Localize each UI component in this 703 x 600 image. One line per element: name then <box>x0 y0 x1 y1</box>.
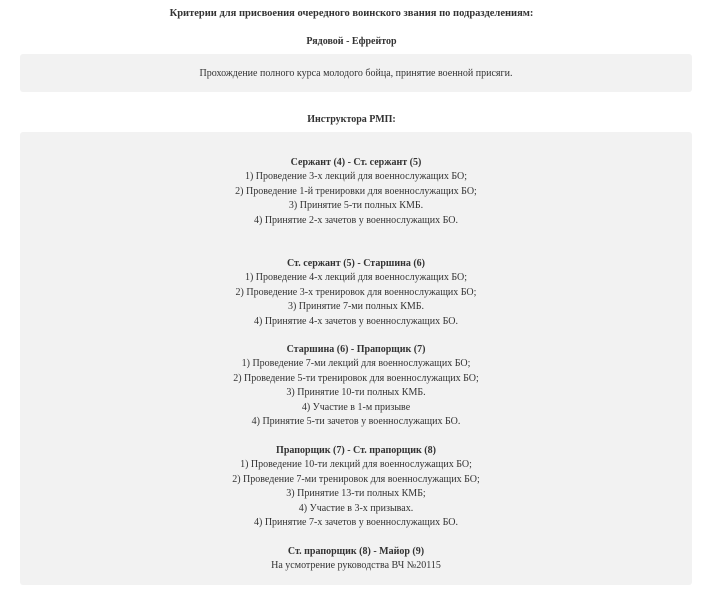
page-title: Критерии для присвоения очередного воинского звания по подразделениям: <box>169 8 534 19</box>
requirement-line: На усмотрение руководства ВЧ №20115 <box>271 560 441 572</box>
requirement-line: 3) Принятие 10-ти полных КМБ. <box>286 387 426 399</box>
rank-section-title: Старшина (6) - Прапорщик (7) <box>286 344 426 355</box>
requirement-line: 3) Принятие 7-ми полных КМБ. <box>287 301 425 313</box>
requirement-line: 3) Принятие 5-ти полных КМБ. <box>288 200 424 212</box>
first-rank-box <box>20 54 692 92</box>
rank-section <box>20 257 692 329</box>
requirement-line: 2) Проведение 5-ти тренировок для военнослужащих БО; <box>233 372 479 384</box>
requirement-line: 1) Проведение 4-х лекций для военнослужащих БО; <box>244 272 468 284</box>
rank-section <box>20 545 692 574</box>
requirement-line: 2) Проведение 3-х тренировок для военнослужащих БО; <box>235 286 477 298</box>
requirement-line: 1) Проведение 10-ти лекций для военнослужащих БО; <box>240 459 472 471</box>
first-rank-heading: Рядовой - Ефрейтор <box>306 36 397 47</box>
rank-section-title: Сержант (4) - Ст. сержант (5) <box>290 157 422 168</box>
requirement-line: 4) Принятие 5-ти зачетов у военнослужащих БО. <box>251 416 461 428</box>
requirement-line: 4) Принятие 7-х зачетов у военнослужащих БО. <box>253 517 459 529</box>
requirement-line: 1) Проведение 3-х лекций для военнослужащих БО; <box>244 171 468 183</box>
requirement-line: 2) Проведение 7-ми тренировок для военнослужащих БО; <box>232 473 480 485</box>
rank-section <box>20 156 692 228</box>
rank-section <box>20 444 692 530</box>
instructors-box <box>20 132 692 585</box>
requirement-line: 4) Принятие 4-х зачетов у военнослужащих БО. <box>253 315 459 327</box>
rank-section-title: Ст. сержант (5) - Старшина (6) <box>286 258 426 269</box>
requirement-line: 2) Проведение 1-й тренировки для военнослужащих БО; <box>235 185 477 197</box>
requirement-line: 4) Принятие 2-х зачетов у военнослужащих БО. <box>253 214 459 226</box>
rank-section <box>20 343 692 429</box>
first-rank-text: Прохождение полного курса молодого бойца, принятие военной присяги. <box>199 68 513 79</box>
requirement-line: 4) Участие в 3-х призывах. <box>298 502 414 514</box>
requirement-line: 4) Участие в 1-м призыве <box>301 401 411 413</box>
rank-section-title: Ст. прапорщик (8) - Майор (9) <box>287 546 425 557</box>
instructors-heading: Инструктора РМП: <box>307 114 396 125</box>
requirement-line: 1) Проведение 7-ми лекций для военнослужащих БО; <box>241 358 471 370</box>
requirement-line: 3) Принятие 13-ти полных КМБ; <box>286 488 426 500</box>
rank-section-title: Прапорщик (7) - Ст. прапорщик (8) <box>276 445 436 456</box>
